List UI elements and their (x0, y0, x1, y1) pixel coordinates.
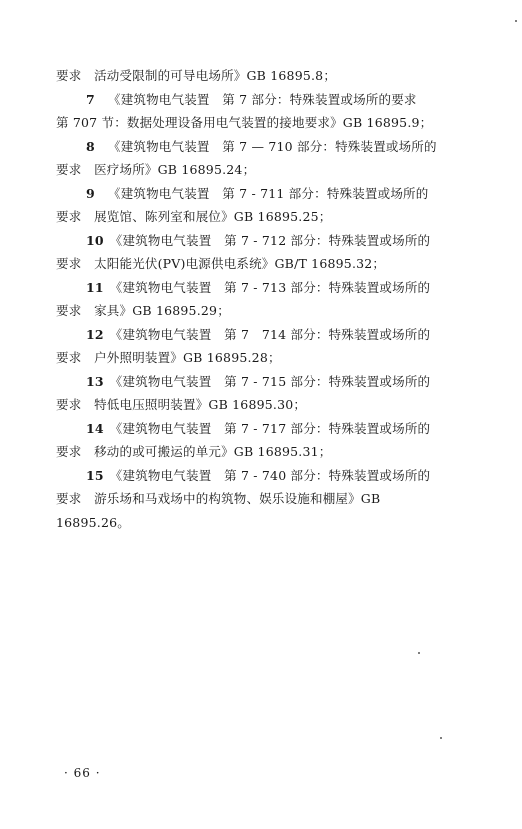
item-number: 10 (86, 232, 104, 248)
text-line (56, 464, 496, 488)
text-line (56, 64, 496, 88)
item-number: 12 (86, 326, 104, 342)
item-number: 8 (86, 138, 95, 154)
text-line (56, 252, 496, 276)
line-text: 要求 家具》GB 16895.29； (56, 303, 230, 318)
line-text: 《建筑物电气装置 第 7 — 710 部分：特殊装置或场所的 (108, 138, 437, 154)
line-text: 第 707 节：数据处理设备用电气装置的接地要求》GB 16895.9； (56, 115, 433, 130)
line-text: 《建筑物电气装置 第 7 - 711 部分：特殊装置或场所的 (108, 185, 429, 201)
line-text: 要求 医疗场所》GB 16895.24； (56, 162, 256, 177)
text-line (56, 229, 496, 253)
line-text: 要求 游乐场和马戏场中的构筑物、娱乐设施和棚屋》GB (56, 491, 381, 506)
text-line (56, 182, 496, 206)
text-line (56, 88, 496, 112)
text-line (56, 299, 496, 323)
text-line (56, 158, 496, 182)
line-text: 16895.26。 (56, 514, 130, 530)
line-text: 《建筑物电气装置 第 7 - 740 部分：特殊装置或场所的 (109, 467, 431, 483)
text-line (56, 111, 496, 135)
item-number: 15 (86, 467, 104, 483)
scan-speck (515, 20, 517, 22)
line-text: 《建筑物电气装置 第 7 - 713 部分：特殊装置或场所的 (109, 279, 431, 295)
line-text: 《建筑物电气装置 第 7 - 715 部分：特殊装置或场所的 (109, 373, 431, 389)
line-text: 《建筑物电气装置 第 7 714 部分：特殊装置或场所的 (109, 326, 431, 342)
item-number: 11 (86, 279, 104, 295)
item-number: 14 (86, 420, 104, 436)
text-line (56, 511, 496, 535)
text-line (56, 440, 496, 464)
line-text: 要求 特低电压照明装置》GB 16895.30； (56, 397, 307, 412)
text-line (56, 205, 496, 229)
text-line (56, 393, 496, 417)
text-line (56, 276, 496, 300)
line-text: 要求 移动的或可搬运的单元》GB 16895.31； (56, 444, 332, 459)
text-line (56, 370, 496, 394)
item-number: 13 (86, 373, 104, 389)
item-number: 9 (86, 185, 95, 201)
line-text: 要求 活动受限制的可导电场所》GB 16895.8； (56, 68, 337, 83)
scan-speck (418, 652, 420, 654)
line-text: 《建筑物电气装置 第 7 - 712 部分：特殊装置或场所的 (109, 232, 431, 248)
scan-speck (440, 737, 442, 739)
page-number: · 66 · (64, 766, 101, 780)
line-text: 要求 展览馆、陈列室和展位》GB 16895.25； (56, 209, 332, 224)
text-line (56, 323, 496, 347)
text-line (56, 487, 496, 511)
text-line (56, 346, 496, 370)
reference-list (56, 64, 496, 534)
line-text: 要求 户外照明装置》GB 16895.28； (56, 350, 281, 365)
item-number: 7 (86, 91, 95, 107)
text-line (56, 417, 496, 441)
line-text: 《建筑物电气装置 第 7 - 717 部分：特殊装置或场所的 (109, 420, 431, 436)
line-text: 要求 太阳能光伏(PV)电源供电系统》GB/T 16895.32； (56, 256, 386, 271)
text-line (56, 135, 496, 159)
line-text: 《建筑物电气装置 第 7 部分：特殊装置或场所的要求 (108, 91, 417, 107)
